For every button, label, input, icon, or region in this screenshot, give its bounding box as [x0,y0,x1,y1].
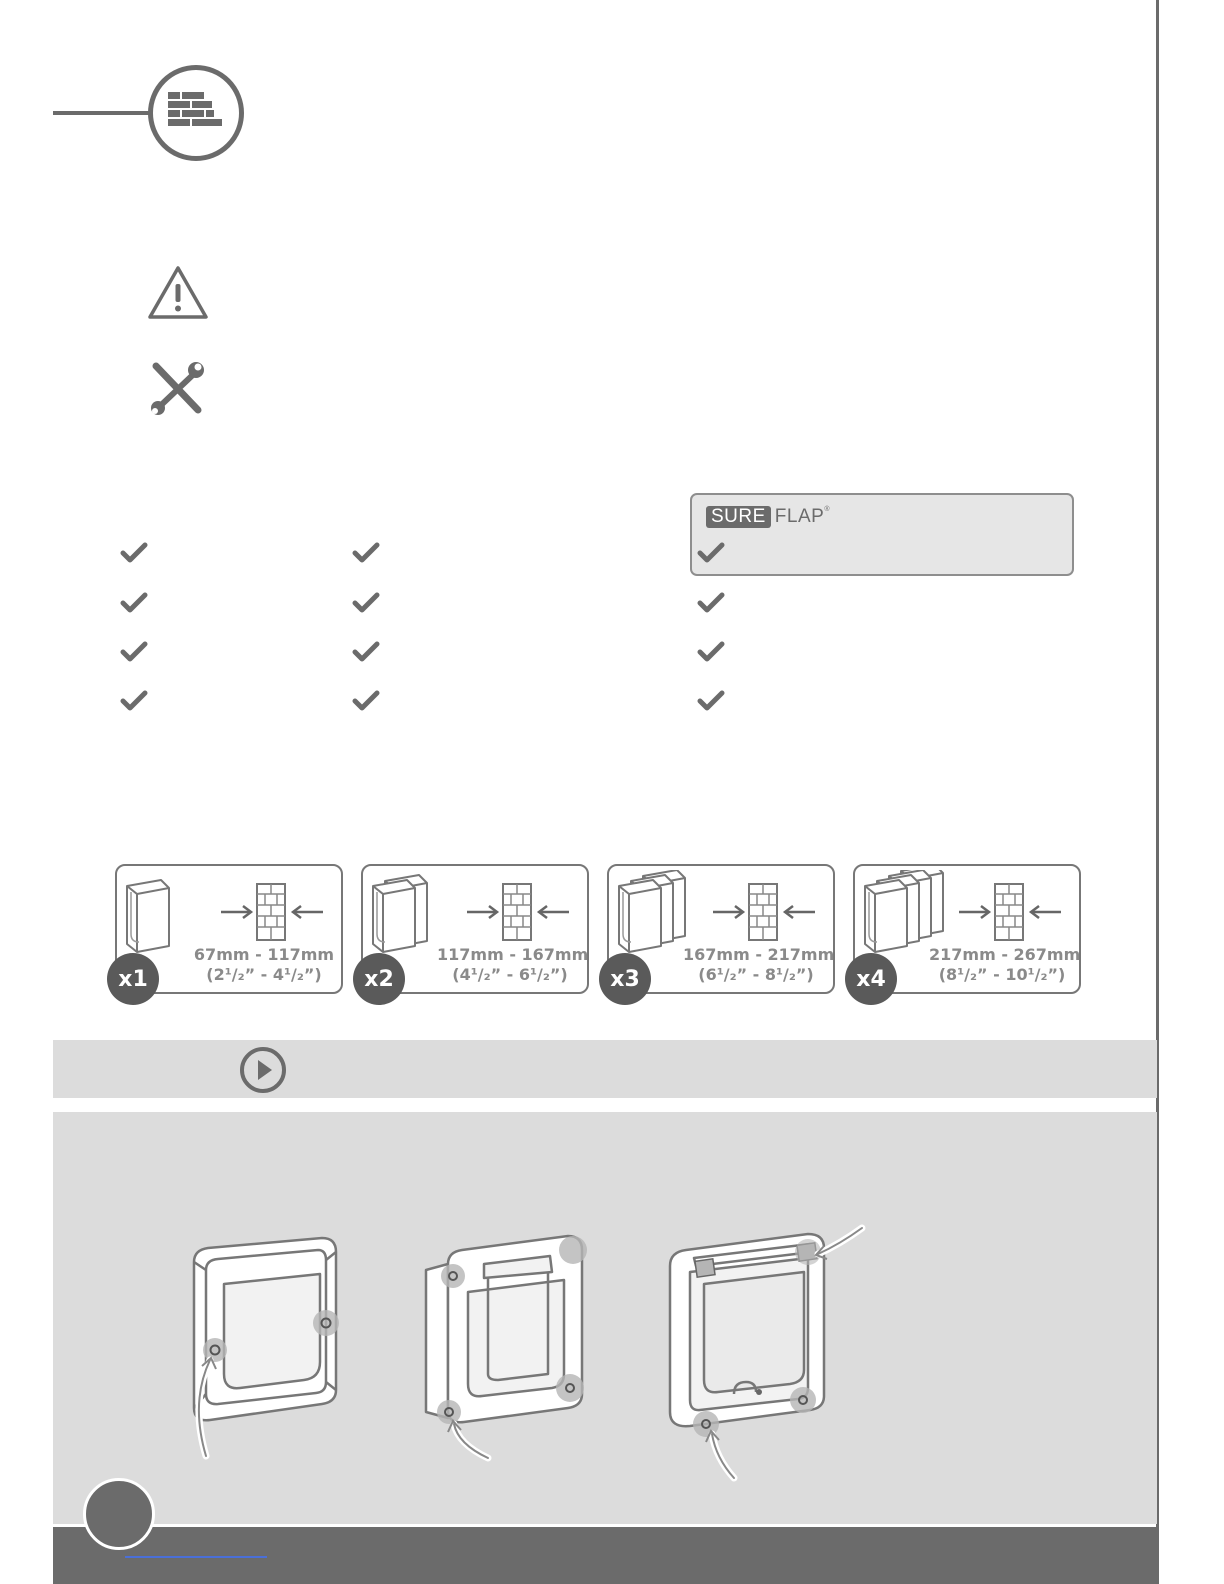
wall-range-inches: (4¹/₂” - 6¹/₂”) [452,965,568,984]
step-frame-back [418,1228,598,1468]
check-icon [120,541,148,565]
step-flap-assembled [660,1222,870,1488]
check-icon [120,689,148,713]
wall-thickness-icon [463,882,573,946]
brick-wall-icon [153,70,239,156]
check-icon [120,591,148,615]
section-badge [148,65,244,161]
check-icon [352,591,380,615]
wall-thickness-icon [217,882,327,946]
warning-icon [146,264,210,322]
check-icon [352,640,380,664]
check-icon [697,591,725,615]
wall-range-mm: 217mm - 267mm [929,945,1081,964]
wall-range-inches: (6¹/₂” - 8¹/₂”) [698,965,814,984]
logo-flap: FLAP [774,506,825,527]
footer-link-underline[interactable] [125,1556,267,1558]
step-frame-front [180,1232,360,1468]
tools-icon [148,360,208,418]
play-icon[interactable] [239,1046,287,1094]
logo-sure: SURE [706,506,771,528]
wall-range-inches: (2¹/₂” - 4¹/₂”) [206,965,322,984]
check-icon [697,541,725,565]
tunnel-count-badge: x1 [107,953,159,1005]
tunnel-count-badge: x4 [845,953,897,1005]
sureflap-box [690,493,1074,576]
tunnel-count-badge: x3 [599,953,651,1005]
wall-thickness-icon [955,882,1065,946]
video-bar [53,1040,1157,1098]
wall-range-mm: 117mm - 167mm [437,945,589,964]
wall-range-mm: 167mm - 217mm [683,945,835,964]
wall-range-inches: (8¹/₂” - 10¹/₂”) [938,965,1066,984]
check-icon [352,541,380,565]
check-icon [352,689,380,713]
wall-thickness-icon [709,882,819,946]
page-number-badge [83,1478,155,1550]
check-icon [120,640,148,664]
header-rule [53,111,151,115]
check-icon [697,640,725,664]
sureflap-logo [706,505,830,529]
check-icon [697,689,725,713]
wall-range-mm: 67mm - 117mm [193,945,335,964]
tunnel-count-badge: x2 [353,953,405,1005]
logo-registered-mark: ® [824,506,830,513]
